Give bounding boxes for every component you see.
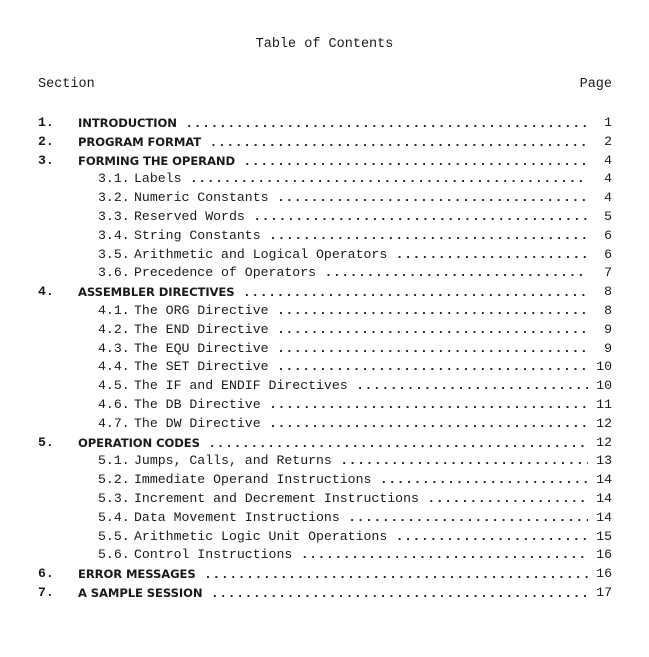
toc-entry-number: 3. <box>38 152 54 168</box>
toc-entry-title: Numeric Constants ..... <box>134 189 612 208</box>
toc-entry-page: 7 <box>588 264 612 283</box>
toc-entry <box>38 546 612 565</box>
toc-entry-number: 7. <box>38 584 54 600</box>
toc-entry-title: The DB Directive ..... <box>134 396 612 415</box>
toc-entry-number: 4.2. <box>98 321 130 337</box>
toc-entry-title: FORMING THE OPERAND ..... <box>78 152 612 171</box>
toc-entry-page: 8 <box>588 302 612 321</box>
toc-entry-page: 4 <box>588 170 612 189</box>
toc-entry-page: 10 <box>588 358 612 377</box>
toc-entry-number: 5.3. <box>98 490 130 506</box>
toc-entry <box>38 208 612 227</box>
toc-entry-title: Precedence of Operators ..... <box>134 264 612 283</box>
toc-entry <box>38 321 612 340</box>
toc-entry-number: 2. <box>38 133 54 149</box>
toc-entry-number: 5. <box>38 434 54 450</box>
toc-entry-number: 4.6. <box>98 396 130 412</box>
toc-entry-title: The IF and ENDIF Directives ..... <box>134 377 612 396</box>
toc-entry-number: 3.5. <box>98 246 130 262</box>
toc-entry-number: 5.2. <box>98 472 130 488</box>
toc-entry-page: 13 <box>588 452 612 471</box>
toc-entry <box>38 246 612 265</box>
toc-entry <box>38 434 612 453</box>
toc-entry-page: 16 <box>588 546 612 565</box>
toc-entry-page: 12 <box>588 415 612 434</box>
toc-entry-page: 2 <box>588 133 612 152</box>
toc-entry-title: Labels ..... <box>134 170 612 189</box>
toc-entry <box>38 283 612 302</box>
toc-entry-page: 1 <box>588 114 612 133</box>
toc-entry-page: 5 <box>588 208 612 227</box>
toc-entry <box>38 490 612 509</box>
toc-entry <box>38 302 612 321</box>
toc-entry <box>38 377 612 396</box>
toc-entry <box>38 396 612 415</box>
page-title: Table of Contents <box>255 37 394 52</box>
toc-entry-page: 4 <box>588 152 612 171</box>
toc-entry-number: 5.1. <box>98 453 130 469</box>
toc-entry-number: 4.1. <box>98 302 130 318</box>
toc-entry-page: 12 <box>588 434 612 453</box>
toc-entry-page: 14 <box>588 490 612 509</box>
toc-entry-number: 4.5. <box>98 378 130 394</box>
toc-entry-page: 15 <box>588 528 612 547</box>
toc-entry-page: 11 <box>588 396 612 415</box>
toc-entry-title: The DW Directive ..... <box>134 415 612 434</box>
toc-entry-page: 8 <box>588 283 612 302</box>
toc-entry <box>38 340 612 359</box>
toc-entry-title: INTRODUCTION ..... <box>78 114 612 133</box>
toc-entry-page: 14 <box>588 471 612 490</box>
toc-entry <box>38 528 612 547</box>
toc-entry-title: ERROR MESSAGES ..... <box>78 565 612 584</box>
toc-entry-title: OPERATION CODES ..... <box>78 434 612 453</box>
toc-entry-title: A SAMPLE SESSION ..... <box>78 584 612 603</box>
toc-entry <box>38 264 612 283</box>
toc-entry-number: 5.6. <box>98 547 130 563</box>
toc-entry <box>38 227 612 246</box>
toc-entry <box>38 452 612 471</box>
toc-entry <box>38 189 612 208</box>
toc-entry-number: 4. <box>38 284 54 300</box>
toc-entry <box>38 170 612 189</box>
toc-entry-title: String Constants ..... <box>134 227 612 246</box>
toc-entry-title: Arithmetic and Logical Operators ..... <box>134 246 612 265</box>
toc-entry-title: ASSEMBLER DIRECTIVES ..... <box>78 283 612 302</box>
toc-entry <box>38 565 612 584</box>
toc-entry-title: Data Movement Instructions ..... <box>134 509 612 528</box>
toc-entry-title: The SET Directive ..... <box>134 358 612 377</box>
toc-entry-title: Reserved Words ..... <box>134 208 612 227</box>
toc-entry-number: 1. <box>38 115 54 130</box>
toc-entry-page: 9 <box>588 340 612 359</box>
toc-entry <box>38 584 612 603</box>
toc-entry-title: The END Directive ..... <box>134 321 612 340</box>
toc-entry-number: 5.4. <box>98 509 130 525</box>
toc-entry <box>38 471 612 490</box>
page-column-header: Page <box>579 77 612 92</box>
toc-entry <box>38 509 612 528</box>
toc-entry-number: 3.1. <box>98 171 130 187</box>
toc-entry <box>38 114 612 133</box>
toc-entry <box>38 133 612 152</box>
toc-entry-number: 5.5. <box>98 528 130 544</box>
toc-entry-page: 17 <box>588 584 612 603</box>
toc-entry-number: 3.4. <box>98 227 130 243</box>
table-of-contents <box>38 114 612 603</box>
toc-entry-page: 10 <box>588 377 612 396</box>
toc-entry-title: Immediate Operand Instructions ..... <box>134 471 612 490</box>
toc-entry-title: PROGRAM FORMAT ..... <box>78 133 612 152</box>
toc-entry <box>38 415 612 434</box>
toc-entry-page: 6 <box>588 246 612 265</box>
toc-entry-title: Arithmetic Logic Unit Operations ..... <box>134 528 612 547</box>
toc-entry <box>38 152 612 171</box>
toc-entry-page: 14 <box>588 509 612 528</box>
toc-entry-page: 9 <box>588 321 612 340</box>
toc-entry-title: Jumps, Calls, and Returns ..... <box>134 452 612 471</box>
toc-entry-title: The ORG Directive ..... <box>134 302 612 321</box>
toc-entry <box>38 358 612 377</box>
toc-entry-title: Increment and Decrement Instructions ..... <box>134 490 612 509</box>
toc-entry-number: 4.3. <box>98 340 130 356</box>
toc-entry-title: Control Instructions ..... <box>134 546 612 565</box>
toc-entry-page: 16 <box>588 565 612 584</box>
toc-entry-number: 3.3. <box>98 208 130 224</box>
toc-entry-number: 3.6. <box>98 265 130 281</box>
toc-entry-number: 3.2. <box>98 190 130 206</box>
toc-entry-title: The EQU Directive ..... <box>134 340 612 359</box>
toc-entry-number: 4.4. <box>98 359 130 375</box>
toc-entry-page: 6 <box>588 227 612 246</box>
toc-entry-number: 6. <box>38 566 54 582</box>
toc-entry-page: 4 <box>588 189 612 208</box>
section-column-header: Section <box>38 77 95 92</box>
toc-entry-number: 4.7. <box>98 415 130 431</box>
